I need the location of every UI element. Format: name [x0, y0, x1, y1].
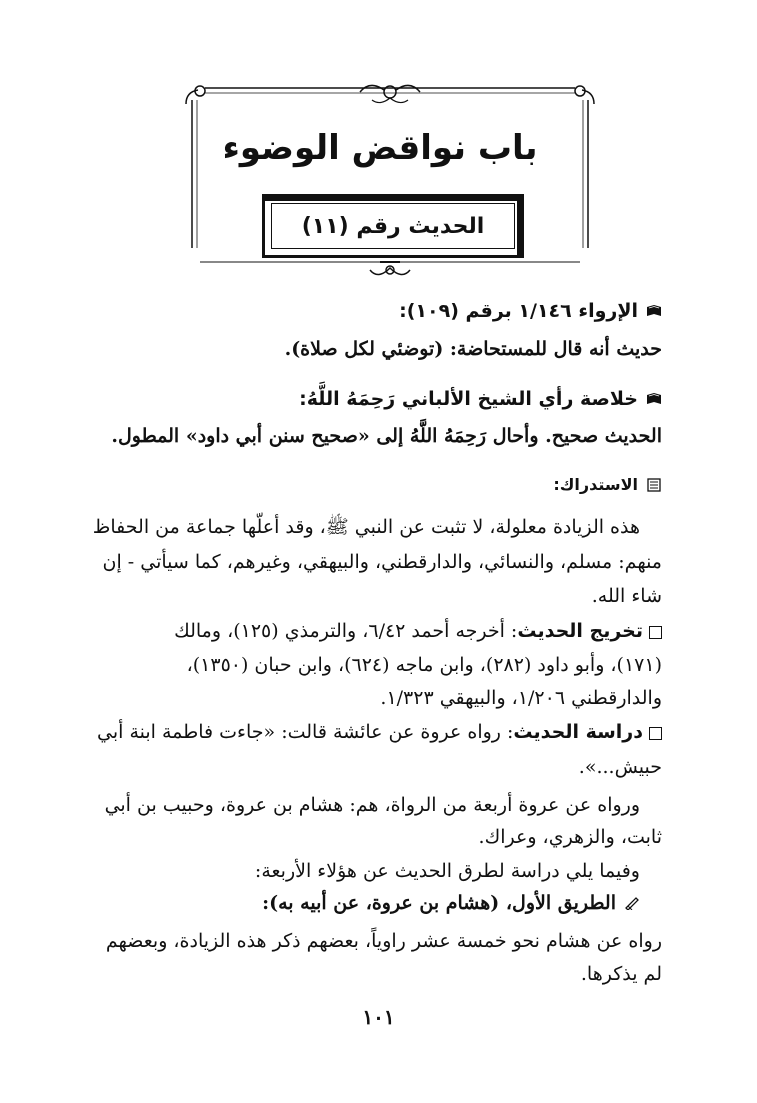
- istidrak-heading: الاستدراك:: [553, 475, 638, 494]
- dirasa-text: : رواه عروة عن عائشة قالت: «جاءت فاطمة ابنة أبي: [97, 721, 514, 743]
- dirasa-label: دراسة الحديث: [513, 721, 643, 743]
- paragraph-line: هذه الزيادة معلولة، لا تثبت عن النبي ﷺ، وقد أعلّها جماعة من الحفاظ: [92, 516, 640, 538]
- paragraph-line: حبيش...».: [578, 756, 662, 778]
- irwa-heading: الإرواء ١/١٤٦ برقم (١٠٩):: [399, 300, 638, 322]
- paragraph-line: لم يذكرها.: [580, 963, 662, 985]
- hadith-text: حديث أنه قال للمستحاضة: (توضئي لكل صلاة).: [284, 338, 662, 360]
- first-path-row: [90, 888, 662, 918]
- book-icon: [646, 392, 662, 406]
- albani-text: الحديث صحيح. وأحال رَحِمَهُ اللَّهُ إلى «صحيح سنن أبي داود» المطول.: [111, 425, 662, 447]
- paragraph-line: وفيما يلي دراسة لطرق الحديث عن هؤلاء الأربعة:: [254, 860, 640, 882]
- hadith-number-box: [262, 194, 524, 258]
- paragraph-line: رواه عن هشام نحو خمسة عشر راوياً، بعضهم ذكر هذه الزيادة، وبعضهم: [105, 930, 662, 952]
- paragraph-line: (١٧١)، وأبو داود (٢٨٢)، وابن ماجه (٦٢٤)، وابن حبان (١٣٥٠)،: [186, 654, 662, 676]
- dirasa-line: [90, 717, 662, 747]
- book-icon: [646, 304, 662, 318]
- first-path-heading: الطريق الأول، (هشام بن عروة، عن أبيه به):: [262, 892, 616, 914]
- pen-icon: [624, 896, 640, 910]
- takhrij-line: [90, 616, 662, 646]
- albani-heading-row: [90, 384, 662, 414]
- bottom-flourish-icon: [370, 262, 410, 275]
- istidrak-heading-row: [90, 470, 662, 500]
- scroll-icon: [646, 478, 662, 492]
- chapter-title: باب نواقض الوضوء: [222, 128, 538, 168]
- paragraph-line: شاء الله.: [591, 585, 662, 607]
- square-bullet-icon: [649, 626, 662, 639]
- takhrij-label: تخريج الحديث: [517, 620, 643, 642]
- takhrij-text: : أخرجه أحمد ٦/٤٢، والترمذي (١٢٥)، ومالك: [174, 620, 518, 642]
- paragraph-line: ورواه عن عروة أربعة من الرواة، هم: هشام بن عروة، وحبيب بن أبي: [104, 794, 640, 816]
- paragraph-line: ثابت، والزهري، وعراك.: [478, 826, 662, 848]
- hadith-number-label: الحديث رقم (١١): [301, 213, 485, 239]
- paragraph-line: والدارقطني ١/٢٠٦، والبيهقي ١/٣٢٣.: [380, 687, 662, 709]
- square-bullet-icon: [649, 727, 662, 740]
- paragraph-line: منهم: مسلم، والنسائي، والدارقطني، والبيهقي، وغيرهم، كما سيأتي - إن: [102, 551, 662, 573]
- irwa-heading-row: [90, 296, 662, 326]
- albani-heading: خلاصة رأي الشيخ الألباني رَحِمَهُ اللَّهُ:: [299, 388, 638, 410]
- page-number: ١٠١: [362, 1005, 395, 1029]
